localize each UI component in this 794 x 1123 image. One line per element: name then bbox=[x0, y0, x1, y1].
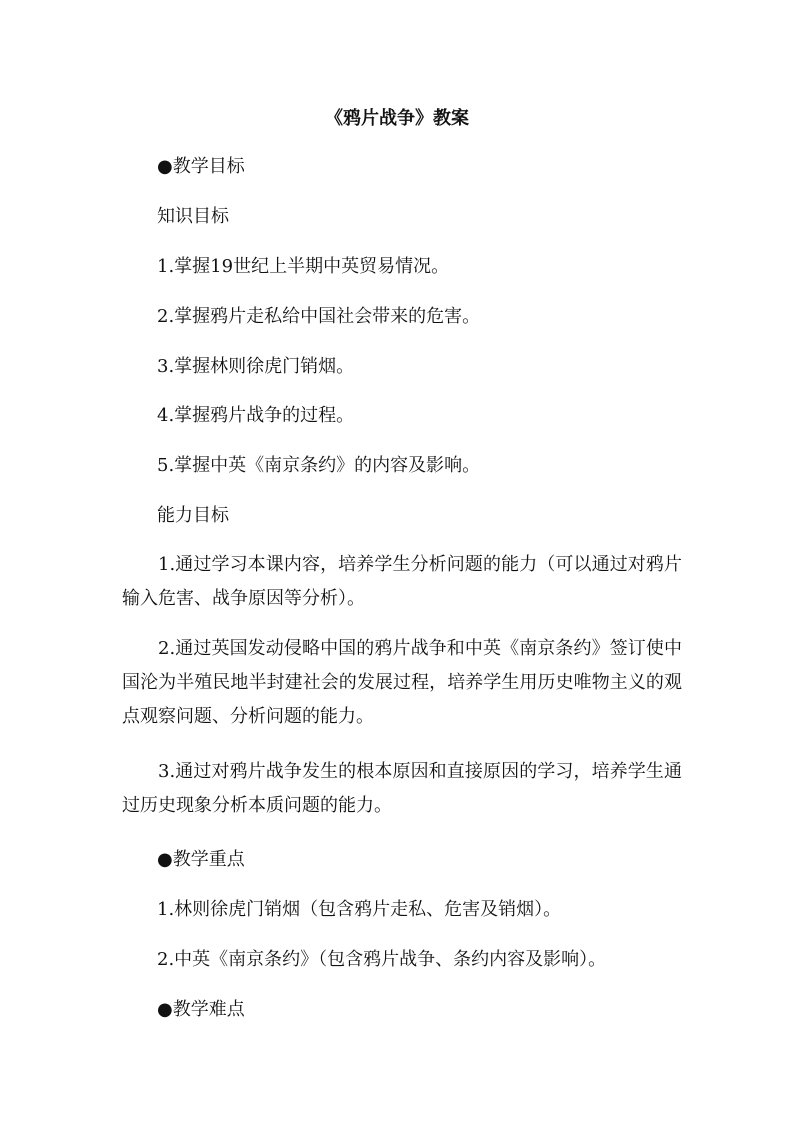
ability-item-1: 1.通过学习本课内容，培养学生分析问题的能力（可以通过对鸦片输入危害、战争原因等分析）。 bbox=[122, 554, 682, 609]
heading-ability-objectives: 能力目标 bbox=[157, 505, 229, 526]
knowledge-item-3: 3.掌握林则徐虎门销烟。 bbox=[157, 356, 355, 377]
ability-item-3: 3.通过对鸦片战争发生的根本原因和直接原因的学习，培养学生通过历史现象分析本质问题的能力。 bbox=[122, 761, 682, 816]
heading-teaching-objectives: ●教学目标 bbox=[157, 156, 245, 177]
knowledge-item-2: 2.掌握鸦片走私给中国社会带来的危害。 bbox=[157, 306, 481, 327]
knowledge-item-5: 5.掌握中英《南京条约》的内容及影响。 bbox=[157, 455, 481, 476]
document-title: 《鸦片战争》教案 bbox=[325, 108, 469, 129]
heading-difficulties: ●教学难点 bbox=[157, 999, 245, 1020]
heading-knowledge-objectives: 知识目标 bbox=[157, 206, 229, 227]
key-point-item-1: 1.林则徐虎门销烟（包含鸦片走私、危害及销烟）。 bbox=[157, 899, 562, 920]
ability-item-2: 2.通过英国发动侵略中国的鸦片战争和中英《南京条约》签订使中国沦为半殖民地半封建社会的发展过程，培养学生用历史唯物主义的观点观察问题、分析问题的能力。 bbox=[122, 638, 682, 727]
knowledge-item-1: 1.掌握19世纪上半期中英贸易情况。 bbox=[157, 256, 450, 277]
heading-key-points: ●教学重点 bbox=[157, 849, 245, 870]
key-point-item-2: 2.中英《南京条约》（包含鸦片战争、条约内容及影响）。 bbox=[157, 949, 607, 970]
knowledge-item-4: 4.掌握鸦片战争的过程。 bbox=[157, 405, 355, 426]
